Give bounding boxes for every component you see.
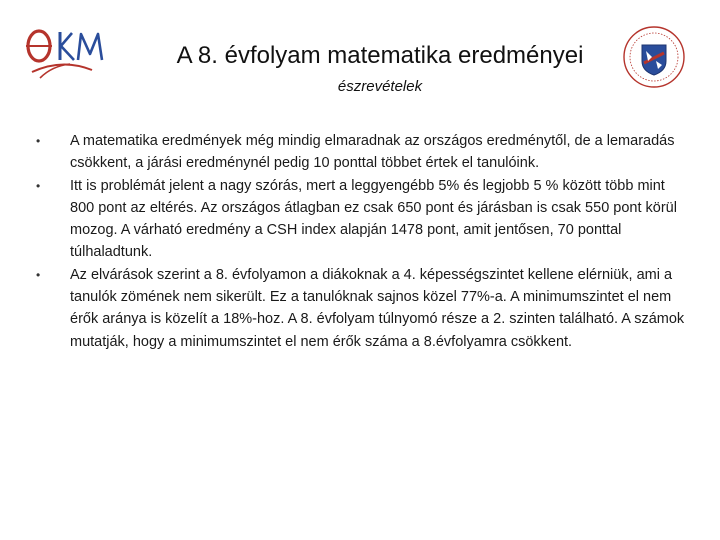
bullet-item xyxy=(36,175,686,264)
bullet-marker: • xyxy=(36,267,41,282)
bullet-marker: • xyxy=(36,178,41,193)
bullet-list xyxy=(36,130,686,353)
bullet-item xyxy=(36,130,686,175)
page-subtitle: észrevételek xyxy=(337,78,423,95)
bullet-text: A matematika eredmények még mindig elmaradnak az országos eredménytől, de a lemaradás csökkent, a járási eredménynél pedig 10 ponttal többet értek el tanulóink. xyxy=(70,133,675,172)
bullet-marker: • xyxy=(36,134,41,148)
bullet-text: Itt is problémát jelent a nagy szórás, mert a leggyengébb 5% és legjobb 5 % között több mint 800 pont az eltérés. Az országos átlagban ez csak 650 pont és járásban is csak 550 pont körül mozog. A várható eredmény a CSH index alapján 1478 pont, amit jentősen, 70 ponttal túlhaladtunk. xyxy=(70,177,677,261)
page-title: A 8. évfolyam matematika eredményei xyxy=(176,42,584,69)
bullet-item xyxy=(36,264,686,353)
bullet-text: Az elvárások szerint a 8. évfolyamon a diákoknak a 4. képességszintet kellene elérniük, ami a tanulók zömének nem sikerült. Ez a tanulóknak sajnos közel 77%-a. A minimumszintet el nem érők aránya is közelít a 18%-hoz. A 8. évfolyam túlnyomó része a 2. szinten található. A számok mutatják, hogy a minimumszintet el nem érők száma a 8.évfolyamra csökkent. xyxy=(70,266,685,350)
